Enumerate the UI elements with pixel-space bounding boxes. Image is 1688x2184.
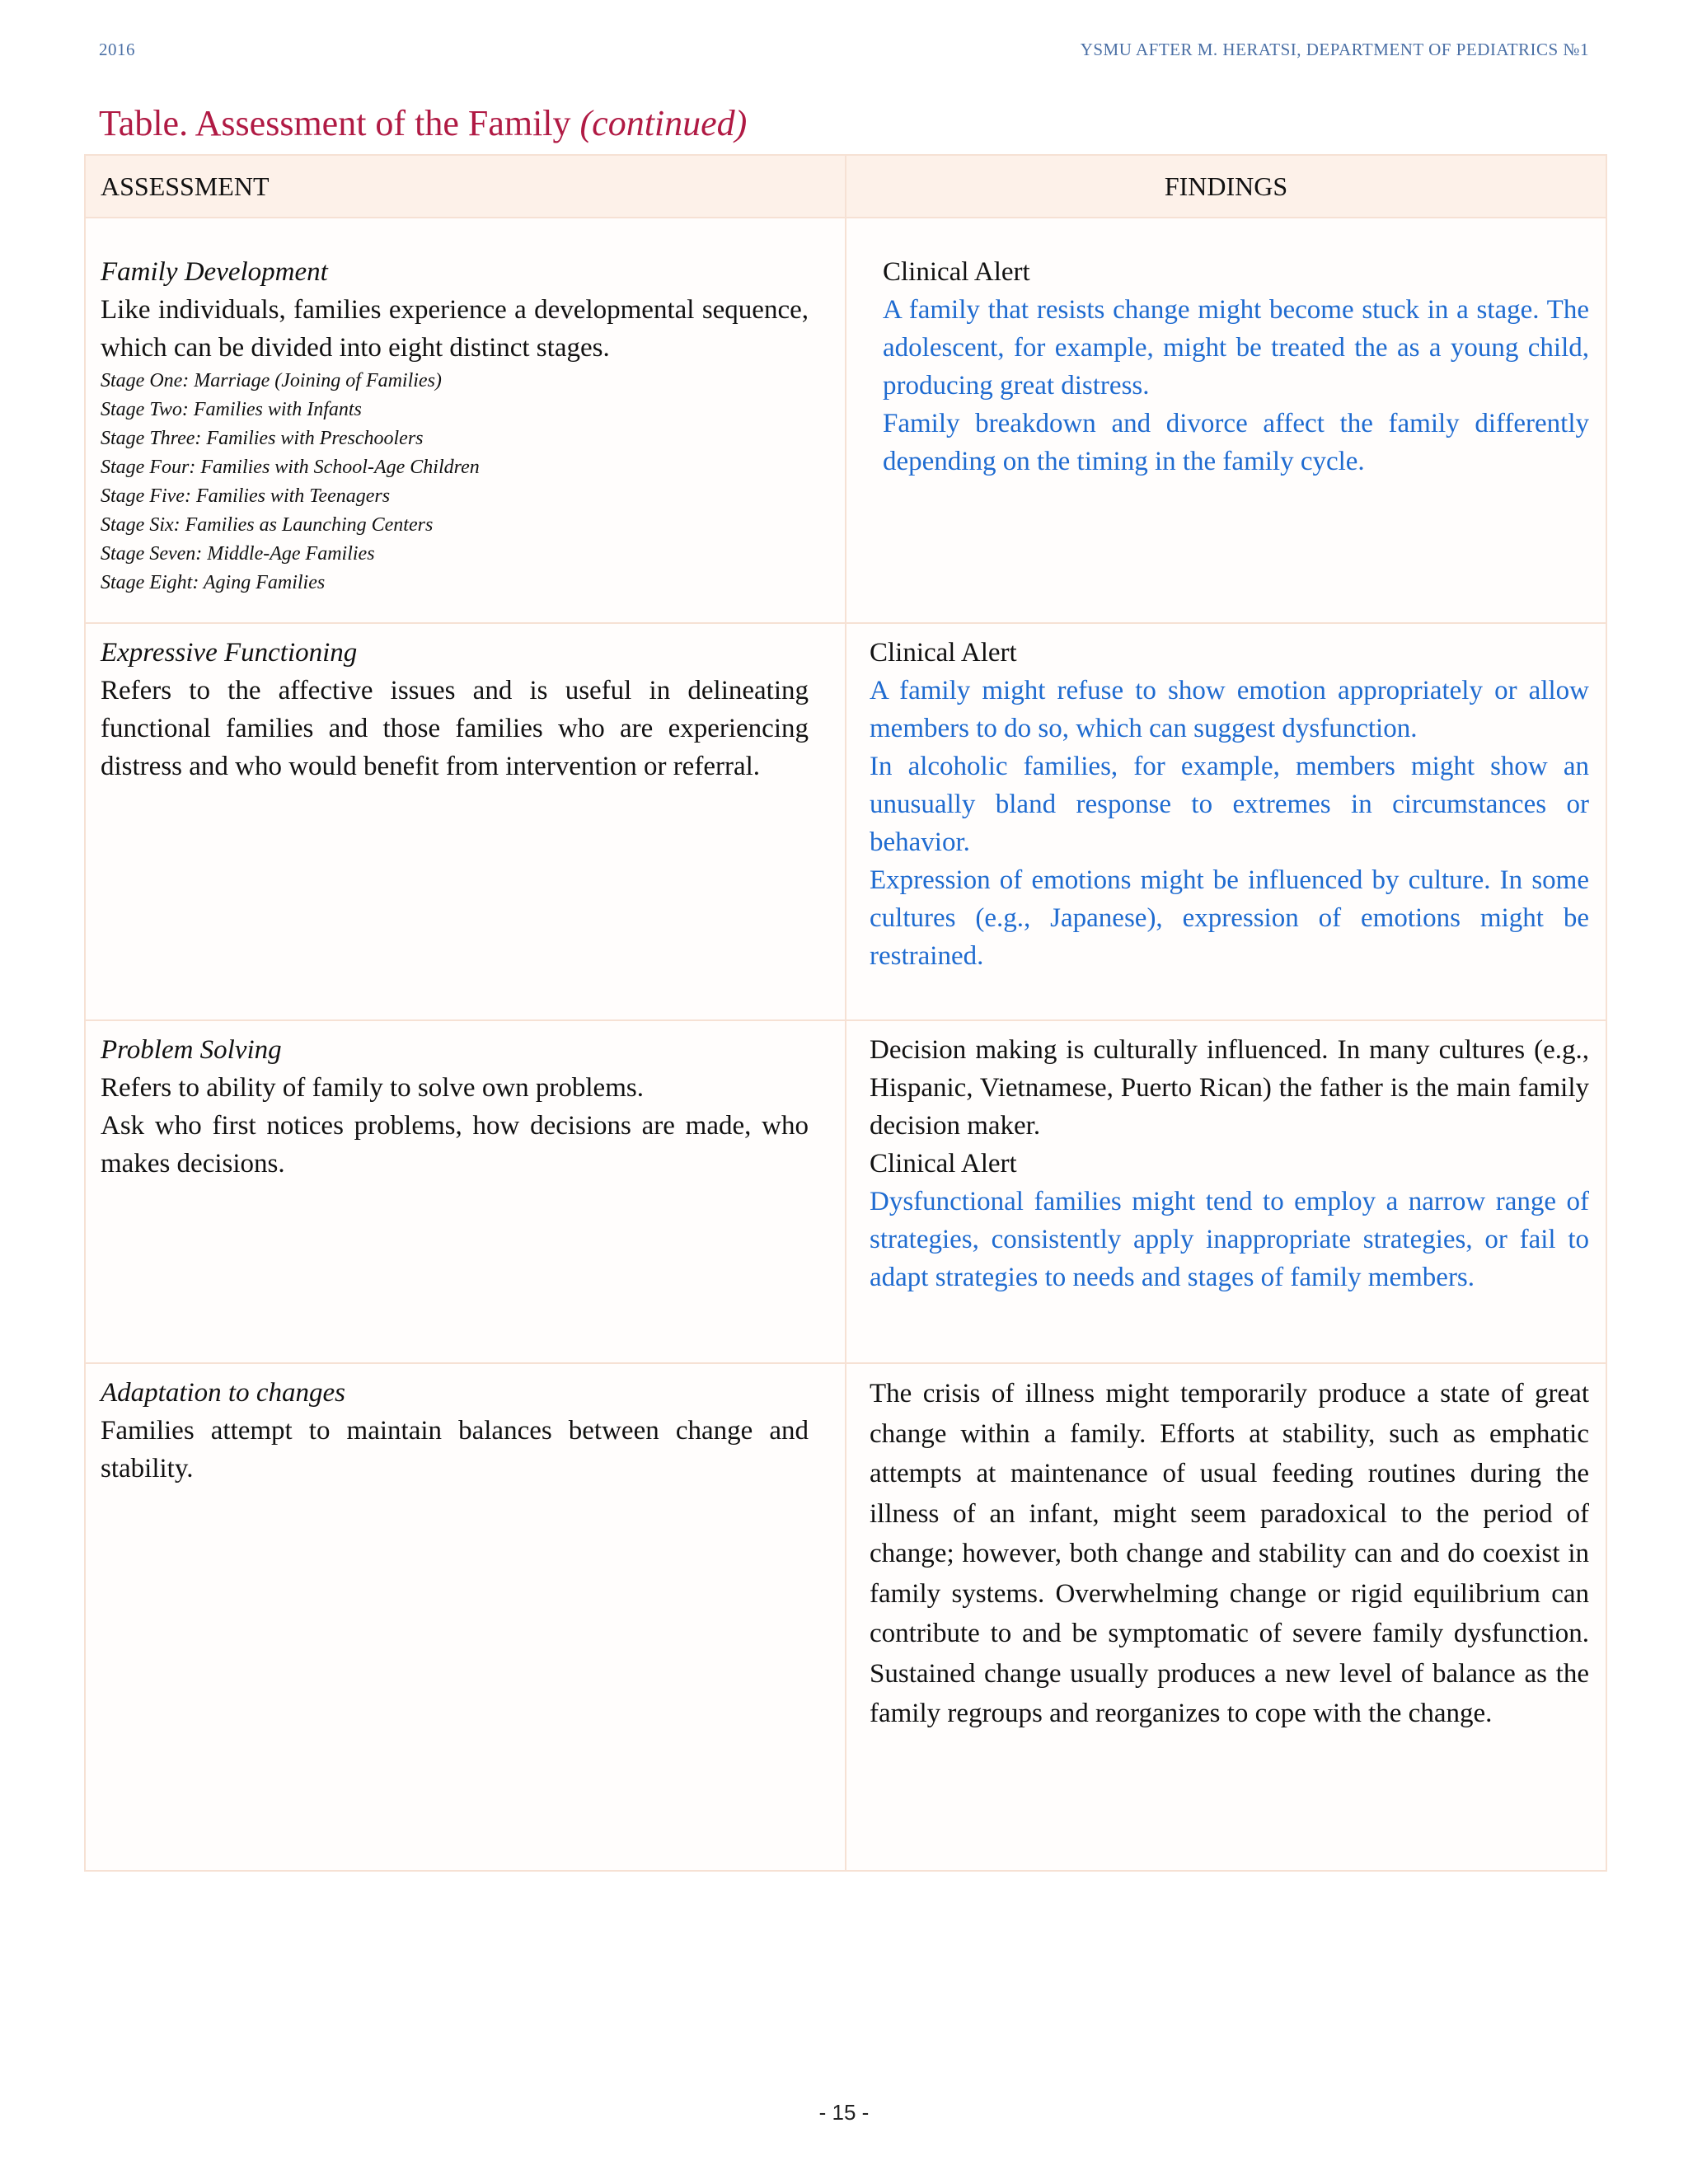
table-header-row	[85, 155, 1606, 218]
assessment-text: Refers to ability of family to solve own problems.	[101, 1073, 644, 1103]
page-header	[99, 40, 1589, 60]
finding-text: The crisis of illness might temporarily produce a state of great change within a family. Efforts at stability, such as emphatic attempts at maintenance of usual feeding routines during the illness of an infant, might seem paradoxical to the period of change; however, both change and stability can and do coexist in family systems. Overwhelming change or rigid equilibrium can contribute to and be symptomatic of severe family dysfunction. Sustained change usually produces a new level of balance as the family regroups and reorganizes to cope with the change.	[870, 1379, 1589, 1728]
findings-cell	[846, 1020, 1606, 1363]
assessment-cell	[85, 218, 846, 623]
stage-item: Stage Eight: Aging Families	[101, 572, 326, 593]
table-row	[85, 1363, 1606, 1871]
clinical-alert-paragraph: A family might refuse to show emotion appropriately or allow members to do so, which can suggest dysfunction.	[870, 676, 1589, 743]
assessment-text: Refers to the affective issues and is useful in delineating functional families and those families who are experiencing distress and who would benefit from intervention or referral.	[101, 676, 809, 781]
stage-item: Stage Six: Families as Launching Centers	[101, 514, 434, 536]
clinical-alert-title: Clinical Alert	[870, 638, 1017, 668]
assessment-title: Expressive Functioning	[101, 638, 358, 668]
header-institution: YSMU AFTER M. HERATSI, DEPARTMENT OF PEDIATRICS №1	[1080, 40, 1589, 59]
assessment-text: Like individuals, families experience a developmental sequence, which can be divided into eight distinct stages.	[101, 295, 809, 363]
table-title-main: Table. Assessment of the Family	[99, 103, 571, 143]
clinical-alert-paragraph: Dysfunctional families might tend to employ a narrow range of strategies, consistently apply inappropriate strategies, or fail to adapt strategies to needs and stages of family members.	[870, 1187, 1589, 1292]
clinical-alert-paragraph: Family breakdown and divorce affect the family differently depending on the timing in the family cycle.	[883, 409, 1589, 476]
clinical-alert-paragraph: Expression of emotions might be influenced by culture. In some cultures (e.g., Japanese), expression of emotions might be restrained.	[870, 865, 1589, 971]
clinical-alert-paragraph: In alcoholic families, for example, members might show an unusually bland response to extremes in circumstances or behavior.	[870, 752, 1589, 857]
assessment-title: Family Development	[101, 257, 328, 287]
stage-list	[101, 367, 809, 598]
assessment-title: Adaptation to changes	[101, 1378, 345, 1408]
stage-item: Stage Two: Families with Infants	[101, 399, 362, 420]
assessment-cell	[85, 623, 846, 1020]
assessment-text: Families attempt to maintain balances between change and stability.	[101, 1416, 809, 1483]
table-title-continued: (continued)	[579, 103, 748, 143]
page-number: - 15 -	[818, 2100, 870, 2125]
column-header-findings: FINDINGS	[846, 155, 1606, 218]
stage-item: Stage Five: Families with Teenagers	[101, 485, 391, 507]
assessment-title: Problem Solving	[101, 1035, 282, 1065]
stage-item: Stage Three: Families with Preschoolers	[101, 428, 424, 449]
header-year: 2016	[99, 40, 135, 59]
table-title	[99, 102, 747, 144]
clinical-alert-title: Clinical Alert	[870, 1149, 1017, 1179]
stage-item: Stage Four: Families with School-Age Children	[101, 457, 480, 478]
clinical-alert-title: Clinical Alert	[883, 257, 1030, 287]
findings-cell	[846, 623, 1606, 1020]
table-row	[85, 218, 1606, 623]
clinical-alert-paragraph: A family that resists change might become stuck in a stage. The adolescent, for example, might be treated the as a young child, producing great distress.	[883, 295, 1589, 401]
findings-cell	[846, 1363, 1606, 1871]
table-row	[85, 1020, 1606, 1363]
assessment-text: Ask who first notices problems, how decisions are made, who makes decisions.	[101, 1111, 809, 1179]
column-header-assessment: ASSESSMENT	[85, 155, 846, 218]
findings-cell	[846, 218, 1606, 623]
stage-item: Stage Seven: Middle-Age Families	[101, 543, 375, 565]
finding-text: Decision making is culturally influenced. In many cultures (e.g., Hispanic, Vietnamese, Puerto Rican) the father is the main family decision maker.	[870, 1035, 1589, 1141]
assessment-table	[84, 154, 1607, 1872]
assessment-cell	[85, 1363, 846, 1871]
table-row	[85, 623, 1606, 1020]
stage-item: Stage One: Marriage (Joining of Families)	[101, 370, 442, 391]
assessment-cell	[85, 1020, 846, 1363]
